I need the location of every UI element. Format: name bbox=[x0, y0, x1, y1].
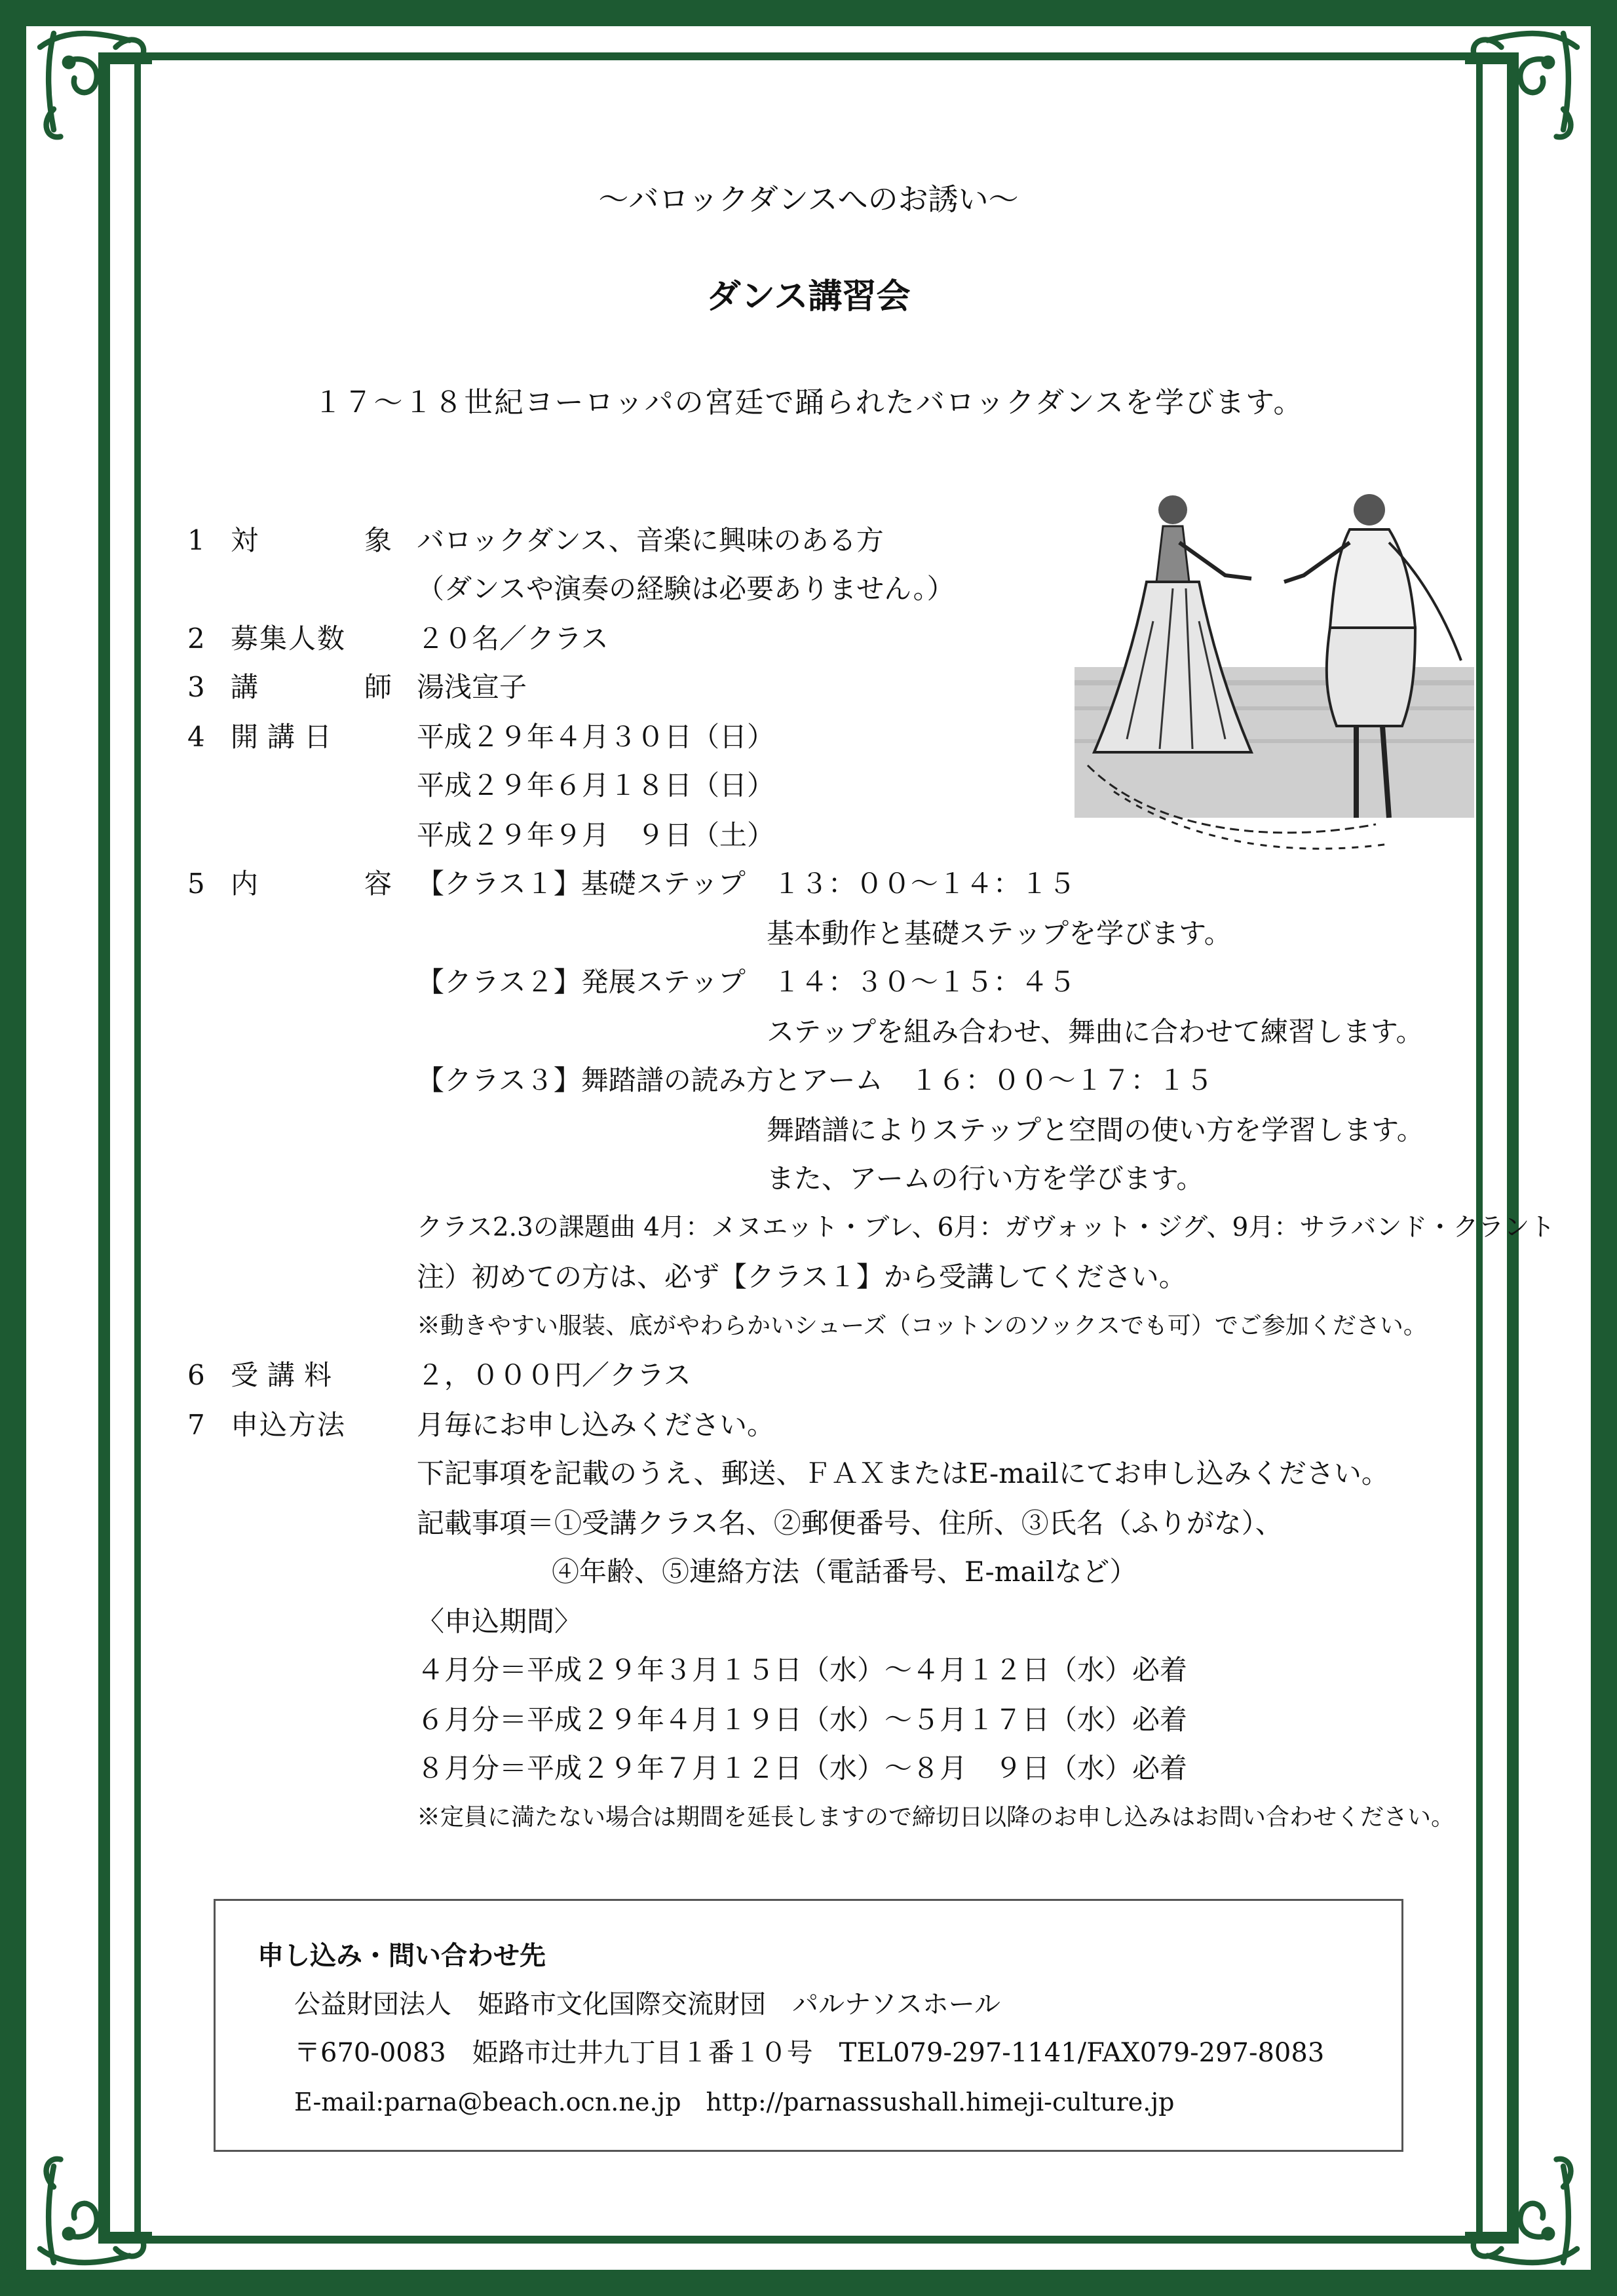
baroque-dancers-illustration bbox=[1075, 490, 1474, 857]
apply-period: ６月分＝平成２９年４月１９日（水）〜５月１７日（水）必着 bbox=[417, 1704, 1188, 1736]
contact-heading: 申し込み・問い合わせ先 bbox=[257, 1941, 546, 1971]
item-label: 開講日 bbox=[231, 721, 341, 753]
class-1: 【クラス１】基礎ステップ １３：００〜１４：１５ bbox=[417, 868, 1076, 900]
apply-period-heading: 〈申込期間〉 bbox=[417, 1605, 582, 1637]
item-value: バロックダンス、音楽に興味のある方 bbox=[417, 524, 884, 556]
item-number: 4 bbox=[187, 721, 205, 753]
ornament-corner-icon bbox=[26, 2139, 164, 2276]
item-label: 内 容 bbox=[231, 868, 432, 900]
class-2: 【クラス２】発展ステップ １４：３０〜１５：４５ bbox=[417, 966, 1076, 998]
apply-period: ８月分＝平成２９年７月１２日（水）〜８月 ９日（水）必着 bbox=[417, 1752, 1188, 1784]
item-number: 7 bbox=[187, 1409, 205, 1441]
item-number: 6 bbox=[187, 1359, 205, 1391]
page-title: ダンス講習会 bbox=[706, 277, 911, 316]
date-2: 平成２９年６月１８日（日） bbox=[417, 769, 775, 801]
contact-box bbox=[214, 1899, 1403, 2152]
contact-address: 〒670-0083 姫路市辻井九丁目１番１０号 TEL079-297-1141/FAX079-297-8083 bbox=[294, 2038, 1325, 2068]
item-label: 講 師 bbox=[231, 671, 432, 703]
apply-line: ④年齢、⑤連絡方法（電話番号、E-mailなど） bbox=[552, 1556, 1137, 1588]
class-3-desc: また、アームの行い方を学びます。 bbox=[767, 1162, 1204, 1195]
date-1: 平成２９年４月３０日（日） bbox=[417, 721, 775, 753]
contact-organization: 公益財団法人 姫路市文化国際交流財団 パルナソスホール bbox=[294, 1989, 1000, 2019]
ornament-corner-icon bbox=[1453, 2139, 1591, 2276]
ornament-corner-icon bbox=[26, 20, 164, 157]
attire-note: ※動きやすい服装、底がやわらかいシューズ（コットンのソックスでも可）でご参加ください。 bbox=[417, 1312, 1427, 1339]
item-number: 2 bbox=[187, 622, 205, 655]
apply-note: ※定員に満たない場合は期間を延長しますので締切日以降のお申し込みはお問い合わせください。 bbox=[417, 1804, 1455, 1831]
item-value: ２０名／クラス bbox=[417, 622, 609, 655]
item-number: 5 bbox=[187, 868, 205, 900]
apply-line: 記載事項＝①受講クラス名、②郵便番号、住所、③氏名（ふりがな）、 bbox=[417, 1507, 1283, 1539]
item-label: 受講料 bbox=[231, 1359, 341, 1391]
class-songs: クラス2.3の課題曲 4月：メヌエット・ブレ、6月：ガヴォット・ジグ、9月：サラバンド・クラント bbox=[417, 1213, 1555, 1242]
apply-line: 月毎にお申し込みください。 bbox=[417, 1409, 775, 1441]
contact-web: E-mail:parna@beach.ocn.ne.jp http://parnassushall.himeji-culture.jp bbox=[294, 2088, 1175, 2116]
apply-line: 下記事項を記載のうえ、郵送、ＦＡＸまたはE-mailにてお申し込みください。 bbox=[417, 1457, 1389, 1489]
item-value: （ダンスや演奏の経験は必要ありません。） bbox=[417, 573, 955, 605]
item-label: 対 象 bbox=[231, 524, 432, 556]
class-3: 【クラス３】舞踏譜の読み方とアーム １６：００〜１７：１５ bbox=[417, 1064, 1213, 1096]
class-1-desc: 基本動作と基礎ステップを学びます。 bbox=[767, 917, 1232, 949]
item-number: 3 bbox=[187, 671, 205, 703]
item-number: 1 bbox=[187, 524, 205, 556]
item-value: ２，０００円／クラス bbox=[417, 1359, 691, 1391]
class-3-desc: 舞踏譜によりステップと空間の使い方を学習します。 bbox=[767, 1114, 1424, 1146]
ornament-corner-icon bbox=[1453, 20, 1591, 157]
apply-period: ４月分＝平成２９年３月１５日（水）〜４月１２日（水）必着 bbox=[417, 1654, 1188, 1686]
item-label: 申込方法 bbox=[231, 1409, 347, 1441]
subtitle: 〜バロックダンスへのお誘い〜 bbox=[598, 182, 1019, 217]
first-timer-note: 注）初めての方は、必ず【クラス１】から受講してください。 bbox=[417, 1261, 1187, 1293]
lead-text: １７〜１８世紀ヨーロッパの宮廷で踊られたバロックダンスを学びます。 bbox=[313, 386, 1304, 419]
item-value: 湯浅宣子 bbox=[417, 671, 527, 703]
class-2-desc: ステップを組み合わせ、舞曲に合わせて練習します。 bbox=[767, 1016, 1424, 1048]
item-label: 募集人数 bbox=[231, 622, 347, 655]
date-3: 平成２９年９月 ９日（土） bbox=[417, 819, 775, 851]
